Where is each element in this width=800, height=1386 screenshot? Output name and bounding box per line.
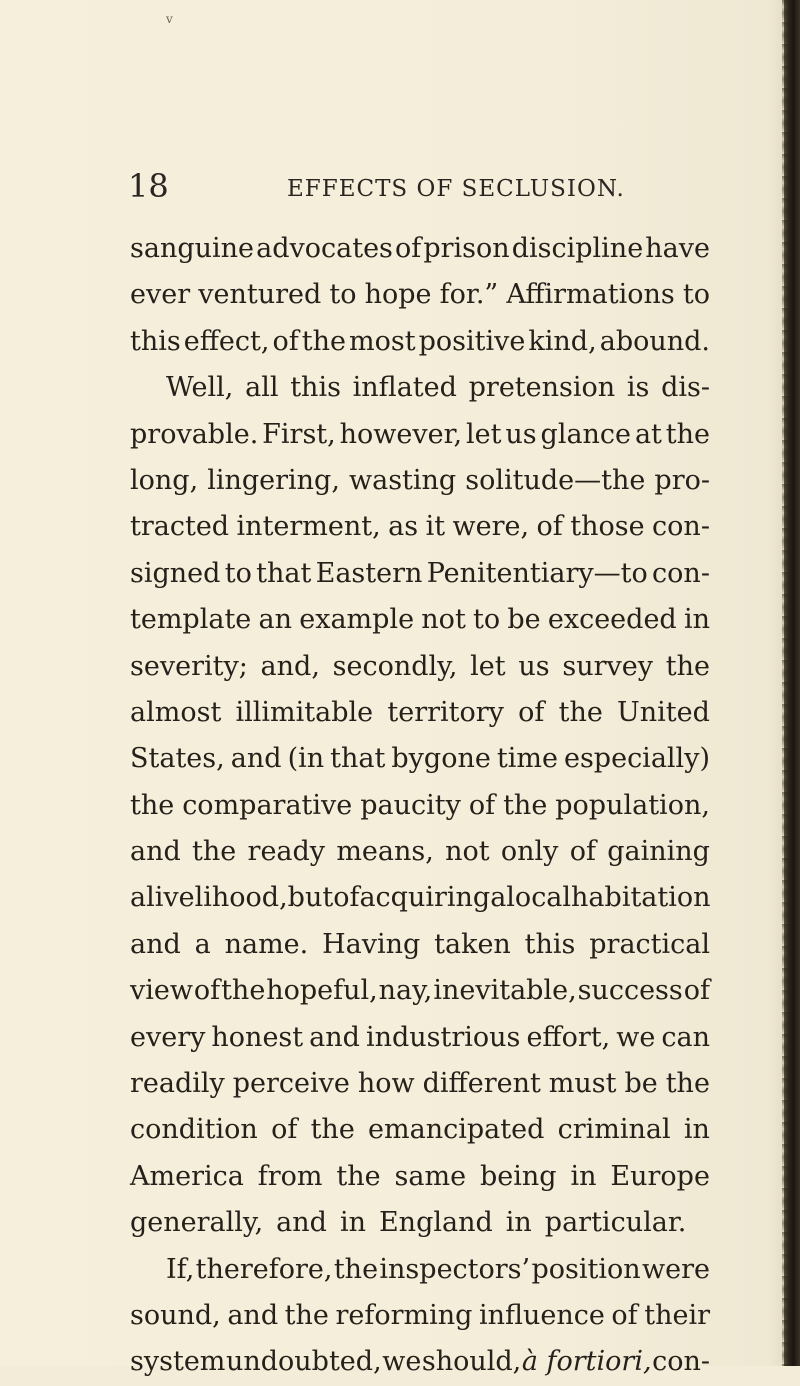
word: as	[388, 511, 419, 543]
word: honest	[211, 1021, 304, 1053]
word: condition	[130, 1114, 258, 1146]
word: that	[330, 743, 386, 775]
word: we	[382, 1346, 422, 1378]
word: America	[130, 1160, 244, 1192]
word: success	[577, 975, 683, 1007]
text-line	[130, 1247, 710, 1293]
word: If,	[166, 1253, 195, 1285]
word: be	[507, 604, 541, 636]
word: prison	[423, 233, 510, 264]
word: the	[665, 1068, 710, 1100]
word: the	[558, 696, 603, 728]
word: acquiring	[359, 882, 491, 914]
word: a	[490, 882, 507, 914]
word: the	[336, 1160, 381, 1192]
word: livelihood,	[146, 882, 288, 914]
text-line	[130, 875, 710, 921]
word: be	[624, 1068, 658, 1100]
word: reforming	[335, 1299, 473, 1331]
word: advocates	[256, 233, 393, 264]
word: not	[421, 604, 466, 636]
word: therefore,	[195, 1253, 333, 1285]
word: same	[394, 1160, 467, 1192]
word: a	[194, 928, 211, 960]
word: an	[258, 604, 293, 636]
word: every	[130, 1021, 206, 1053]
word: to	[224, 557, 252, 589]
word: name.	[224, 928, 309, 960]
word: kind,	[528, 325, 597, 357]
word: and	[309, 1021, 360, 1053]
word: have	[645, 233, 710, 264]
text-line	[130, 829, 710, 875]
word: in	[505, 1207, 532, 1239]
word: ready	[247, 836, 326, 868]
word: of	[536, 511, 563, 543]
word: effect,	[183, 325, 270, 357]
word: influence	[478, 1299, 605, 1331]
word: their	[644, 1299, 710, 1331]
word: at	[634, 418, 662, 450]
word: most	[349, 325, 416, 357]
word: undoubted,	[225, 1346, 382, 1378]
word: paucity	[360, 789, 461, 821]
text-line	[130, 319, 710, 365]
word: the	[221, 975, 266, 1007]
word: States,	[130, 743, 225, 775]
word: exceeded	[547, 604, 677, 636]
text-line	[130, 1154, 710, 1200]
word: Eastern	[315, 557, 423, 589]
word: this	[524, 928, 576, 960]
text-line	[130, 644, 710, 690]
text-line	[130, 1293, 710, 1339]
word: of	[394, 233, 422, 264]
word: this	[130, 325, 181, 357]
text-line	[130, 1339, 710, 1385]
word: system	[130, 1346, 226, 1378]
word: practical	[589, 928, 710, 960]
word: and,	[260, 650, 320, 682]
word: nay,	[378, 975, 433, 1007]
word: of	[468, 789, 496, 821]
word: the	[284, 1299, 329, 1331]
word: a	[130, 882, 147, 914]
word: Europe	[610, 1160, 710, 1192]
word: provable.	[130, 418, 259, 450]
word: how	[357, 1068, 415, 1100]
text-line	[130, 1107, 710, 1153]
word: for.”	[439, 279, 499, 311]
word: England	[378, 1207, 493, 1239]
word: only	[500, 836, 559, 868]
word: can	[661, 1021, 710, 1053]
text-line	[130, 597, 710, 643]
word: habitation	[571, 882, 711, 914]
word: it	[425, 511, 446, 543]
word: pretension	[468, 372, 616, 404]
word: the	[333, 1253, 379, 1285]
word: ventured	[198, 279, 322, 311]
word: bygone	[391, 743, 491, 775]
word: template	[130, 604, 252, 636]
text-line	[130, 968, 710, 1014]
word: of	[683, 975, 710, 1007]
word: emancipated	[368, 1114, 545, 1146]
word: con-	[652, 511, 710, 543]
word: hope	[364, 279, 432, 311]
word: severity;	[130, 650, 248, 682]
word: dis-	[661, 372, 710, 404]
word: us	[518, 650, 550, 682]
text-line	[130, 1061, 710, 1107]
word: time	[496, 743, 558, 775]
word: particular.	[544, 1207, 687, 1239]
word: the	[301, 325, 346, 357]
word: must	[548, 1068, 617, 1100]
word: illimitable	[235, 696, 374, 728]
word: sanguine	[130, 233, 255, 264]
word: discipline	[511, 233, 644, 264]
word: secondly,	[332, 650, 458, 682]
print-speck: v	[166, 12, 173, 26]
word: local	[506, 882, 572, 914]
word: almost	[130, 696, 222, 728]
word: let	[466, 418, 502, 450]
word: should,	[421, 1346, 522, 1378]
text-line	[130, 922, 710, 968]
word: Penitentiary—to	[426, 557, 648, 589]
page-heading: EFFECTS OF SECLUSION.	[287, 176, 625, 202]
text-line	[130, 272, 710, 318]
word: positive	[418, 325, 526, 357]
word: the	[665, 418, 710, 450]
word: the	[503, 789, 548, 821]
word: but	[287, 882, 334, 914]
word: were	[642, 1253, 710, 1285]
word: United	[617, 696, 710, 728]
word: and	[130, 928, 181, 960]
text-line	[130, 1015, 710, 1061]
text-line	[130, 412, 710, 458]
word: to	[682, 279, 710, 311]
word: view	[130, 975, 193, 1007]
word: example	[299, 604, 415, 636]
word: of	[518, 696, 545, 728]
body-text	[130, 226, 710, 1386]
word: Having	[322, 928, 421, 960]
word: the	[130, 789, 175, 821]
word: First,	[262, 418, 336, 450]
word: the	[310, 1114, 355, 1146]
word: generally,	[130, 1207, 264, 1239]
word: different	[422, 1068, 541, 1100]
word: in	[683, 604, 710, 636]
word: industrious	[365, 1021, 521, 1053]
word: ever	[130, 279, 191, 311]
word: of	[272, 325, 299, 357]
word: survey	[562, 650, 653, 682]
word: position	[531, 1253, 641, 1285]
word: to	[329, 279, 357, 311]
word: of	[569, 836, 596, 868]
word: of	[611, 1299, 638, 1331]
text-line	[130, 1200, 710, 1246]
word: signed	[130, 557, 221, 589]
word: lingering,	[207, 464, 340, 496]
word: readily	[130, 1068, 225, 1100]
word: Well,	[166, 372, 234, 404]
word: Affirmations	[506, 279, 675, 311]
page-edge-shadow	[782, 0, 788, 1366]
word: in	[339, 1207, 366, 1239]
word: hopeful,	[266, 975, 378, 1007]
word: this	[290, 372, 341, 404]
running-head	[128, 166, 708, 216]
word: those	[570, 511, 645, 543]
word: the	[665, 650, 710, 682]
word: effort,	[526, 1021, 611, 1053]
word: con-	[652, 1346, 710, 1378]
word: inflated	[352, 372, 457, 404]
word: in	[683, 1114, 710, 1146]
text-line	[130, 736, 710, 782]
word: especially)	[563, 743, 710, 775]
text-line	[130, 365, 710, 411]
text-line	[130, 551, 710, 597]
word: to	[473, 604, 501, 636]
word: us	[505, 418, 537, 450]
word: of	[193, 975, 221, 1007]
text-line	[130, 504, 710, 550]
word: tracted	[130, 511, 230, 543]
word: à fortiori,	[521, 1346, 652, 1378]
word: inevitable,	[433, 975, 577, 1007]
page-number: 18	[128, 167, 169, 205]
word: being	[480, 1160, 557, 1192]
text-line	[130, 690, 710, 736]
word: sound,	[130, 1299, 221, 1331]
word: territory	[387, 696, 504, 728]
word: interment,	[236, 511, 381, 543]
word: not	[445, 836, 490, 868]
word: from	[257, 1160, 323, 1192]
word: population,	[555, 789, 710, 821]
word: pro-	[654, 464, 710, 496]
word: glance	[540, 418, 632, 450]
word: taken	[434, 928, 511, 960]
word: and	[276, 1207, 327, 1239]
word: abound.	[599, 325, 710, 357]
word: we	[616, 1021, 656, 1053]
text-line	[130, 458, 710, 504]
word: that	[256, 557, 312, 589]
word: however,	[339, 418, 463, 450]
word: of	[333, 882, 360, 914]
word: and	[227, 1299, 279, 1331]
word: solitude—the	[465, 464, 646, 496]
word: all	[245, 372, 279, 404]
word: is	[626, 372, 650, 404]
word: and	[130, 836, 181, 868]
word: wasting	[348, 464, 457, 496]
text-line	[130, 783, 710, 829]
word: in	[570, 1160, 597, 1192]
word: of	[271, 1114, 298, 1146]
word: con-	[652, 557, 710, 589]
word: long,	[130, 464, 199, 496]
word: let	[470, 650, 506, 682]
word: the	[192, 836, 237, 868]
word: (in	[287, 743, 325, 775]
word: perceive	[232, 1068, 350, 1100]
word: means,	[336, 836, 434, 868]
word: were,	[452, 511, 530, 543]
word: gaining	[607, 836, 710, 868]
word: comparative	[182, 789, 353, 821]
text-line	[130, 226, 710, 272]
word: criminal	[557, 1114, 671, 1146]
word: and	[230, 743, 282, 775]
word: inspectors’	[379, 1253, 531, 1285]
